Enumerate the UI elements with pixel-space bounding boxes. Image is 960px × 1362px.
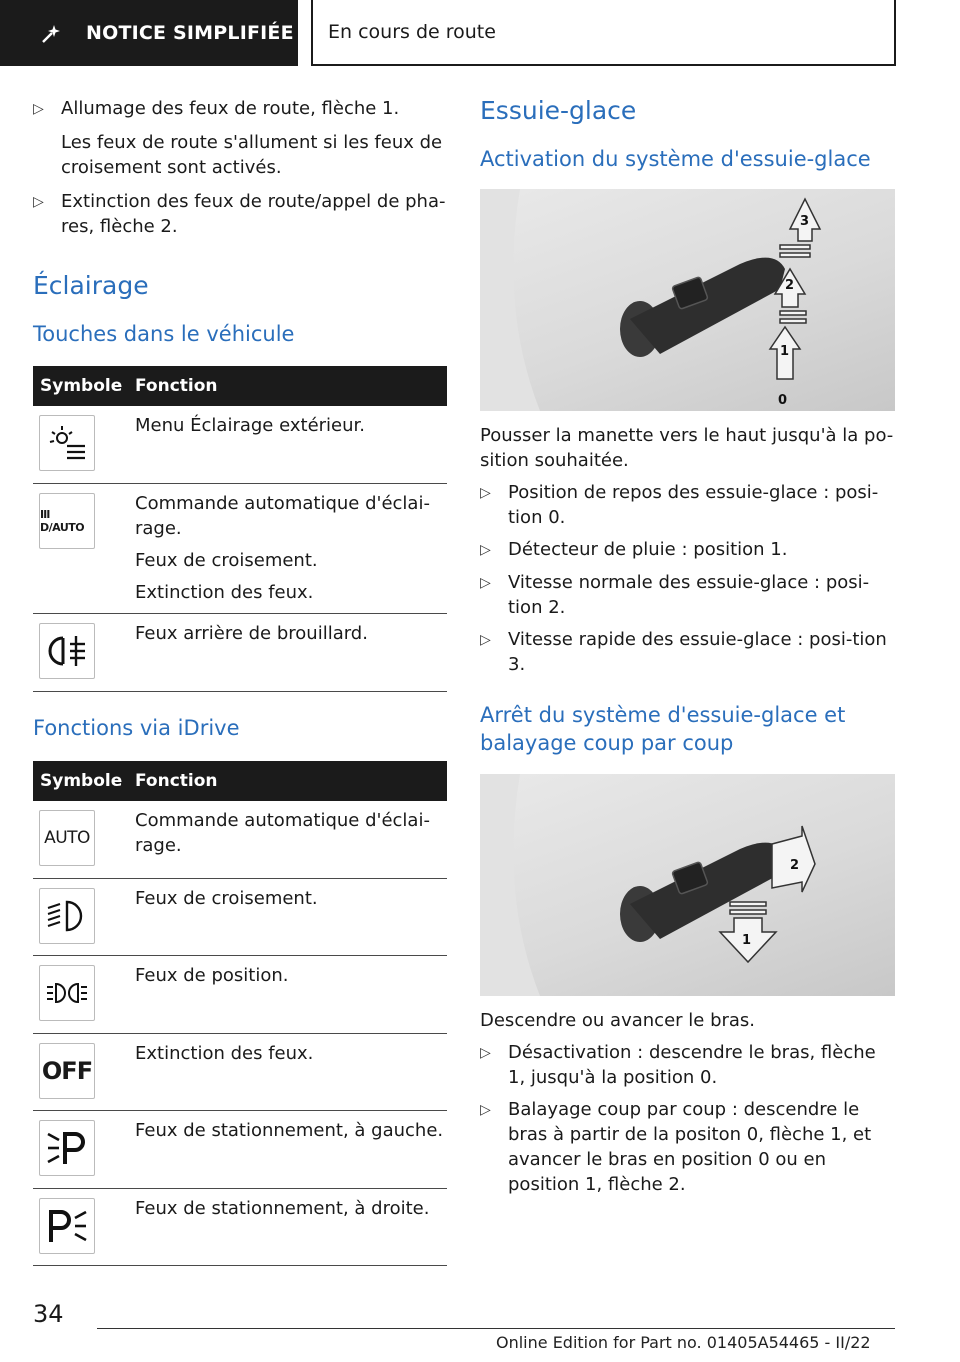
- instruction-text: Pousser la manette vers le haut jusqu'à la po-sition souhaitée.: [480, 425, 894, 471]
- subheading-arret: Arrêt du système d'essuie-glace et balayage coup par coup: [480, 703, 846, 755]
- function-text: Feux de position.: [135, 965, 289, 986]
- wiper-stalk-photo-up: [480, 189, 895, 411]
- fig1-label-1: 1: [780, 344, 790, 359]
- sparkle-arrow-icon: [40, 21, 64, 45]
- list-item: ▷ Balayage coup par coup : descendre le bras à partir de la positon 0, flèche 1, et avancer le bras en position 0 ou en position 1, flèche 2.: [480, 1099, 872, 1195]
- fig2-label-1: 1: [742, 933, 752, 948]
- function-text: Feux de stationnement, à gauche.: [135, 1120, 444, 1141]
- fig1-label-2: 2: [785, 278, 795, 293]
- table-row: [33, 879, 447, 956]
- footer-divider: [97, 1328, 895, 1329]
- table-row: [33, 614, 447, 692]
- table-row: [33, 1189, 447, 1266]
- list-item: ▷ Vitesse rapide des essuie-glace : posi-tion 3.: [480, 629, 887, 675]
- list-item: ▷ Désactivation : descendre le bras, flèche 1, jusqu'à la position 0.: [480, 1042, 876, 1088]
- triangle-bullet-icon: ▷: [33, 101, 44, 117]
- heading-essuie-glace: Essuie-glace: [480, 96, 637, 125]
- function-text: Menu Éclairage extérieur.: [135, 415, 365, 436]
- triangle-bullet-icon: ▷: [480, 542, 491, 558]
- triangle-bullet-icon: ▷: [480, 1045, 491, 1061]
- auto-text-icon: AUTO: [39, 810, 95, 866]
- right-column: [480, 96, 895, 1197]
- heading-eclairage: Éclairage: [33, 271, 149, 300]
- fig1-label-0: 0: [778, 393, 788, 408]
- table-row: [33, 1111, 447, 1189]
- table-idrive: [33, 761, 447, 1266]
- triangle-bullet-icon: ▷: [33, 194, 44, 210]
- fig2-label-2: 2: [790, 858, 800, 873]
- triangle-bullet-icon: ▷: [480, 632, 491, 648]
- subheading-idrive: Fonctions via iDrive: [33, 716, 240, 740]
- page-number: 34: [33, 1300, 64, 1328]
- bullet-text: Extinction des feux de route/appel de pha-res, flèche 2.: [61, 191, 446, 237]
- subheading-touches: Touches dans le véhicule: [33, 322, 295, 346]
- table-buttons: [33, 366, 447, 692]
- list-item: ▷ Position de repos des essuie-glace : posi-tion 0.: [480, 482, 879, 528]
- bullet-subtext: Les feux de route s'allument si les feux de croisement sont activés.: [61, 132, 443, 178]
- list-item: ▷ Détecteur de pluie : position 1.: [480, 537, 895, 563]
- section-title: En cours de route: [311, 0, 896, 66]
- list-item: [33, 96, 447, 180]
- col-symbol: Symbole: [40, 376, 123, 396]
- fig1-label-3: 3: [800, 214, 810, 229]
- header-tab: [0, 0, 298, 66]
- footer-edition: Online Edition for Part no. 01405A54465 - II/22: [496, 1333, 871, 1352]
- col-function: Fonction: [135, 771, 218, 791]
- function-text: Commande automatique d'éclai-rage.: [135, 493, 430, 539]
- wiper-stalk-photo-down: [480, 774, 895, 996]
- triangle-bullet-icon: ▷: [480, 1102, 491, 1118]
- function-text: Commande automatique d'éclai-rage.: [135, 810, 430, 856]
- header-tab-label: NOTICE SIMPLIFIÉE: [86, 22, 294, 44]
- auto-light-icon: Ⅲ D/AUTO: [39, 493, 95, 549]
- table-row: [33, 1034, 447, 1111]
- parking-light-left-icon: [39, 1120, 95, 1176]
- exterior-lighting-menu-icon: [39, 415, 95, 471]
- col-symbol: Symbole: [40, 771, 123, 791]
- list-item: [33, 189, 447, 239]
- left-column: [33, 96, 447, 1266]
- position-lights-icon: [39, 965, 95, 1021]
- function-text: Extinction des feux.: [135, 1043, 314, 1064]
- triangle-bullet-icon: ▷: [480, 575, 491, 591]
- function-text: Feux arrière de brouillard.: [135, 623, 368, 644]
- table-row: [33, 801, 447, 879]
- table-header: [33, 366, 447, 406]
- parking-light-right-icon: [39, 1198, 95, 1254]
- low-beam-icon: [39, 888, 95, 944]
- list-item: ▷ Vitesse normale des essuie-glace : posi-tion 2.: [480, 572, 870, 618]
- rear-fog-light-icon: [39, 623, 95, 679]
- triangle-bullet-icon: ▷: [480, 485, 491, 501]
- function-text: Feux de stationnement, à droite.: [135, 1198, 430, 1219]
- function-text: Feux de croisement.: [135, 550, 318, 571]
- subheading-activation: Activation du système d'essuie-glace: [480, 147, 871, 171]
- table-row: [33, 406, 447, 484]
- table-row: [33, 484, 447, 614]
- table-row: [33, 956, 447, 1034]
- function-text: Feux de croisement.: [135, 888, 318, 909]
- bullet-text: Allumage des feux de route, flèche 1.: [61, 98, 400, 119]
- table-header: [33, 761, 447, 801]
- function-text: Extinction des feux.: [135, 582, 314, 603]
- instruction-text: Descendre ou avancer le bras.: [480, 1010, 756, 1031]
- lights-off-icon: OFF: [39, 1043, 95, 1099]
- col-function: Fonction: [135, 376, 218, 396]
